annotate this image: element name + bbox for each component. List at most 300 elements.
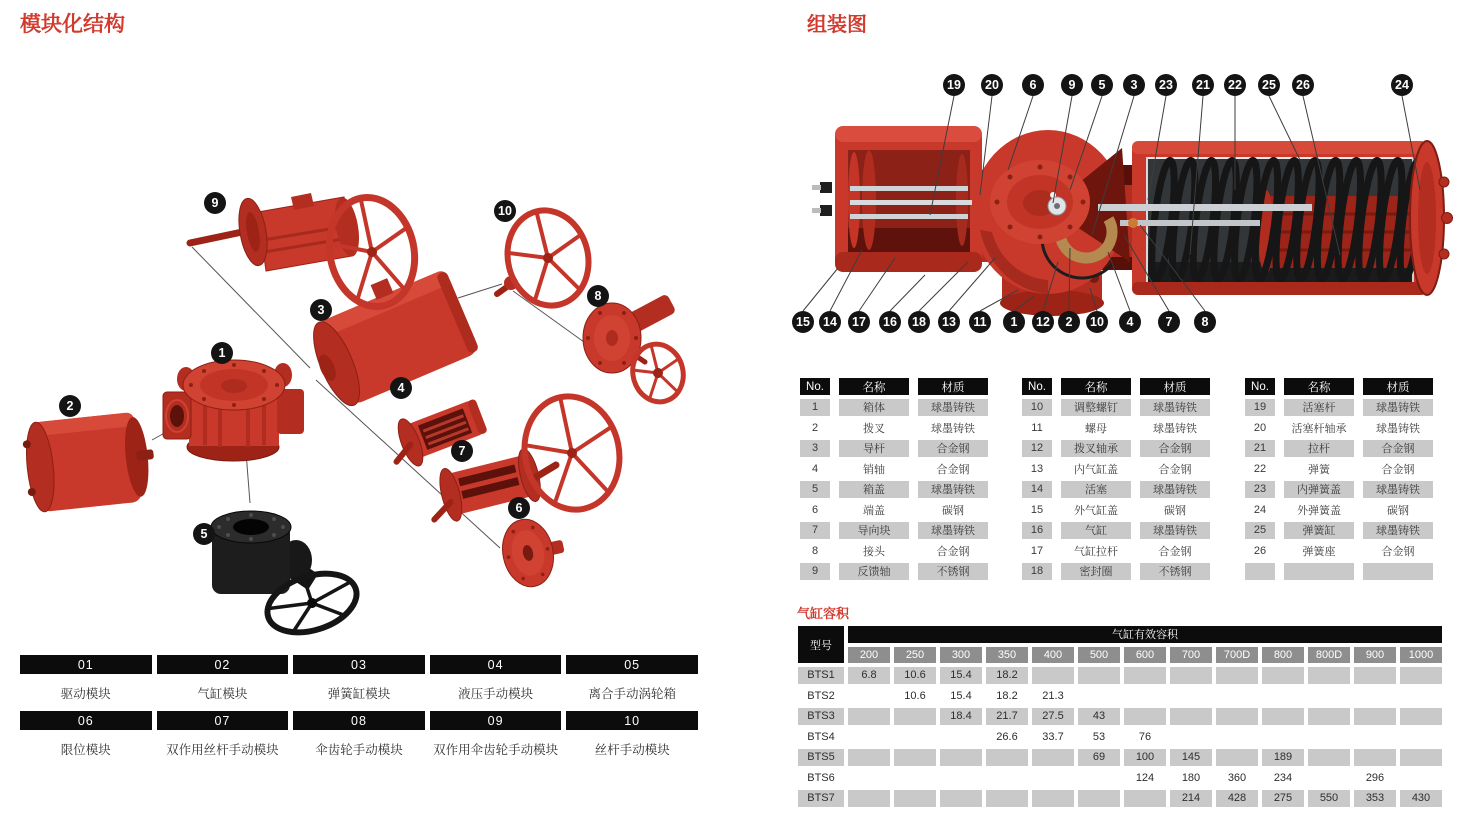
volume-value-cell <box>1170 667 1212 684</box>
parts-cell: 球墨铸铁 <box>918 420 988 437</box>
volume-value-cell: 53 <box>1078 729 1120 746</box>
volume-value-cell: 43 <box>1078 708 1120 725</box>
parts-cell <box>1245 563 1275 580</box>
parts-cell: 25 <box>1245 522 1275 539</box>
svg-text:7: 7 <box>458 444 466 459</box>
volume-value-cell <box>848 790 890 807</box>
volume-value-cell: 189 <box>1262 749 1304 766</box>
parts-cell: 螺母 <box>1061 420 1131 437</box>
parts-row <box>800 522 988 539</box>
volume-value-cell <box>1400 688 1442 705</box>
volume-value-cell <box>1216 749 1258 766</box>
volume-value-cell: 428 <box>1216 790 1258 807</box>
volume-value-cell <box>1262 688 1304 705</box>
parts-cell: 合金钢 <box>918 543 988 560</box>
volume-value-cell <box>1400 667 1442 684</box>
volume-value-cell <box>1308 729 1350 746</box>
volume-value-cell <box>1078 667 1120 684</box>
spring-canister-art <box>1098 141 1453 295</box>
part-badge-15 <box>792 311 814 333</box>
parts-cell: 球墨铸铁 <box>1363 481 1433 498</box>
volume-value-cell: 214 <box>1170 790 1212 807</box>
volume-value-cell <box>1354 729 1396 746</box>
part-badge-1 <box>211 342 233 364</box>
parts-row <box>1245 502 1433 519</box>
volume-value-cell <box>848 770 890 787</box>
volume-value-cell <box>1308 770 1350 787</box>
volume-value-cell <box>1078 790 1120 807</box>
parts-cell: 合金钢 <box>1363 440 1433 457</box>
volume-value-cell <box>986 770 1028 787</box>
parts-cell: 弹簧缸 <box>1284 522 1354 539</box>
volume-value-cell <box>986 749 1028 766</box>
parts-cell: 合金钢 <box>918 440 988 457</box>
volume-column-header: 600 <box>1124 647 1166 664</box>
part-badge-5 <box>1091 74 1113 96</box>
limit-module-art <box>496 512 570 591</box>
part-badge-3 <box>310 299 332 321</box>
center-housing-art <box>972 130 1138 316</box>
parts-row <box>800 399 988 416</box>
parts-row <box>1245 481 1433 498</box>
volume-column-header: 200 <box>848 647 890 664</box>
part-badge-13 <box>938 311 960 333</box>
parts-row <box>1245 420 1433 437</box>
svg-text:5: 5 <box>200 527 208 542</box>
volume-value-cell <box>1078 688 1120 705</box>
exploded-diagram <box>0 50 740 650</box>
parts-cell: 拨叉轴承 <box>1061 440 1131 457</box>
volume-value-cell <box>1308 667 1350 684</box>
volume-value-cell <box>1032 770 1074 787</box>
svg-text:17: 17 <box>852 315 866 330</box>
volume-value-cell <box>1354 749 1396 766</box>
parts-table-3 <box>1236 374 1442 584</box>
volume-value-cell <box>1124 688 1166 705</box>
parts-row <box>800 543 988 560</box>
parts-cell: 26 <box>1245 543 1275 560</box>
volume-value-cell <box>940 729 982 746</box>
volume-value-cell: 360 <box>1216 770 1258 787</box>
volume-value-cell <box>986 790 1028 807</box>
module-number: 07 <box>157 711 289 730</box>
cylinder-volume-table <box>794 622 1446 811</box>
svg-text:22: 22 <box>1228 78 1242 93</box>
volume-value-cell <box>1216 729 1258 746</box>
volume-column-header: 400 <box>1032 647 1074 664</box>
volume-row <box>798 667 1442 684</box>
parts-table-2 <box>1013 374 1219 584</box>
volume-span-header: 气缸有效容积 <box>848 626 1442 643</box>
volume-value-cell: 6.8 <box>848 667 890 684</box>
parts-cell: 21 <box>1245 440 1275 457</box>
module-label: 限位模块 <box>60 742 111 757</box>
parts-row <box>1022 563 1210 580</box>
volume-value-cell: 275 <box>1262 790 1304 807</box>
parts-cell: 4 <box>800 461 830 478</box>
volume-column-header: 300 <box>940 647 982 664</box>
module-label: 离合手动涡轮箱 <box>588 686 676 701</box>
volume-value-cell <box>1216 688 1258 705</box>
module-number: 10 <box>566 711 698 730</box>
volume-value-cell <box>848 749 890 766</box>
svg-text:16: 16 <box>883 315 897 330</box>
svg-text:8: 8 <box>594 289 602 304</box>
volume-model-cell: BTS3 <box>798 708 844 725</box>
volume-model-cell: BTS5 <box>798 749 844 766</box>
part-badge-14 <box>819 311 841 333</box>
volume-value-cell: 26.6 <box>986 729 1028 746</box>
volume-value-cell <box>848 708 890 725</box>
parts-cell: 接头 <box>839 543 909 560</box>
volume-column-header: 1000 <box>1400 647 1442 664</box>
parts-row <box>800 502 988 519</box>
parts-cell: 调整螺钉 <box>1061 399 1131 416</box>
parts-cell: 球墨铸铁 <box>918 399 988 416</box>
parts-cell: 12 <box>1022 440 1052 457</box>
module-label: 气缸模块 <box>197 686 248 701</box>
module-label: 双作用伞齿轮手动模块 <box>433 742 559 757</box>
volume-value-cell <box>1308 708 1350 725</box>
parts-row <box>1022 481 1210 498</box>
part-badge-18 <box>908 311 930 333</box>
module-number: 08 <box>293 711 425 730</box>
part-badge-17 <box>848 311 870 333</box>
svg-text:13: 13 <box>942 315 956 330</box>
parts-cell: 碳钢 <box>918 502 988 519</box>
part-badge-26 <box>1292 74 1314 96</box>
parts-cell: 内弹簧盖 <box>1284 481 1354 498</box>
part-badge-22 <box>1224 74 1246 96</box>
parts-row <box>1022 543 1210 560</box>
volume-value-cell <box>1308 688 1350 705</box>
parts-cell: 合金钢 <box>918 461 988 478</box>
volume-value-cell <box>940 790 982 807</box>
volume-value-cell: 10.6 <box>894 667 936 684</box>
module-number: 01 <box>20 655 152 674</box>
part-badge-21 <box>1192 74 1214 96</box>
volume-model-cell: BTS7 <box>798 790 844 807</box>
volume-column-header: 350 <box>986 647 1028 664</box>
volume-value-cell: 76 <box>1124 729 1166 746</box>
volume-value-cell <box>1170 729 1212 746</box>
parts-row <box>800 461 988 478</box>
part-badge-6 <box>508 497 530 519</box>
parts-cell: 球墨铸铁 <box>1140 481 1210 498</box>
volume-value-cell: 18.2 <box>986 688 1028 705</box>
volume-value-cell: 15.4 <box>940 688 982 705</box>
left-section-title: 模块化结构 <box>20 13 125 36</box>
parts-cell: 销轴 <box>839 461 909 478</box>
svg-text:12: 12 <box>1036 315 1050 330</box>
parts-table-1 <box>791 374 997 584</box>
part-badge-8 <box>1194 311 1216 333</box>
parts-cell: 反馈轴 <box>839 563 909 580</box>
volume-value-cell <box>1400 708 1442 725</box>
svg-text:11: 11 <box>973 315 987 330</box>
parts-row <box>1245 399 1433 416</box>
parts-header: 名称 <box>839 378 909 395</box>
volume-value-cell: 21.7 <box>986 708 1028 725</box>
volume-value-cell: 18.2 <box>986 667 1028 684</box>
parts-cell: 球墨铸铁 <box>1140 522 1210 539</box>
part-badge-5 <box>193 523 215 545</box>
part-badge-9 <box>1061 74 1083 96</box>
volume-value-cell: 69 <box>1078 749 1120 766</box>
parts-cell: 气缸 <box>1061 522 1131 539</box>
parts-row <box>800 420 988 437</box>
part-badge-1 <box>1003 311 1025 333</box>
svg-text:6: 6 <box>1029 78 1037 93</box>
part-badge-2 <box>59 395 81 417</box>
volume-value-cell: 33.7 <box>1032 729 1074 746</box>
parts-cell: 球墨铸铁 <box>1140 399 1210 416</box>
module-label: 驱动模块 <box>60 686 111 701</box>
volume-value-cell <box>1170 688 1212 705</box>
parts-row <box>1022 461 1210 478</box>
parts-cell: 弹簧座 <box>1284 543 1354 560</box>
volume-value-cell <box>1400 729 1442 746</box>
volume-value-cell: 296 <box>1354 770 1396 787</box>
volume-column-header: 900 <box>1354 647 1396 664</box>
svg-text:23: 23 <box>1159 78 1173 93</box>
volume-value-cell <box>1124 790 1166 807</box>
parts-cell <box>1363 563 1433 580</box>
parts-header: 材质 <box>1140 378 1210 395</box>
volume-value-cell: 100 <box>1124 749 1166 766</box>
module-number: 03 <box>293 655 425 674</box>
parts-cell: 箱体 <box>839 399 909 416</box>
volume-value-cell <box>1124 708 1166 725</box>
parts-row <box>800 481 988 498</box>
hydraulic-module-art <box>383 392 491 473</box>
parts-row <box>1022 502 1210 519</box>
part-badge-8 <box>587 285 609 307</box>
parts-cell: 活塞杆 <box>1284 399 1354 416</box>
parts-cell: 8 <box>800 543 830 560</box>
parts-row <box>1022 522 1210 539</box>
volume-value-cell <box>1354 688 1396 705</box>
parts-row <box>1245 461 1433 478</box>
parts-cell: 16 <box>1022 522 1052 539</box>
parts-cell: 碳钢 <box>1140 502 1210 519</box>
volume-value-cell <box>1400 749 1442 766</box>
volume-value-cell <box>1216 667 1258 684</box>
parts-row <box>1245 440 1433 457</box>
module-label: 伞齿轮手动模块 <box>315 742 403 757</box>
volume-column-header: 800 <box>1262 647 1304 664</box>
svg-text:1: 1 <box>218 346 226 361</box>
parts-cell: 13 <box>1022 461 1052 478</box>
volume-value-cell <box>1400 770 1442 787</box>
volume-model-cell: BTS2 <box>798 688 844 705</box>
part-badge-12 <box>1032 311 1054 333</box>
parts-header: 名称 <box>1061 378 1131 395</box>
volume-model-header: 型号 <box>798 626 844 663</box>
volume-value-cell: 145 <box>1170 749 1212 766</box>
part-badge-4 <box>390 377 412 399</box>
volume-column-header: 800D <box>1308 647 1350 664</box>
parts-cell: 合金钢 <box>1363 543 1433 560</box>
parts-row <box>1022 420 1210 437</box>
volume-row <box>798 749 1442 766</box>
part-badge-3 <box>1123 74 1145 96</box>
parts-cell: 1 <box>800 399 830 416</box>
svg-text:4: 4 <box>1126 315 1134 330</box>
volume-value-cell: 353 <box>1354 790 1396 807</box>
svg-text:5: 5 <box>1098 78 1106 93</box>
part-badge-24 <box>1391 74 1413 96</box>
volume-value-cell <box>940 770 982 787</box>
volume-value-cell <box>848 688 890 705</box>
svg-text:10: 10 <box>498 204 512 219</box>
svg-text:4: 4 <box>397 381 405 396</box>
part-badge-9 <box>204 192 226 214</box>
svg-text:2: 2 <box>1065 315 1073 330</box>
volume-row <box>798 688 1442 705</box>
housing-module-art <box>163 360 304 461</box>
volume-value-cell <box>894 749 936 766</box>
volume-column-header: 700 <box>1170 647 1212 664</box>
parts-cell: 球墨铸铁 <box>1363 522 1433 539</box>
parts-cell: 导向块 <box>839 522 909 539</box>
volume-value-cell <box>1262 729 1304 746</box>
parts-header: No. <box>800 378 830 395</box>
volume-value-cell <box>848 729 890 746</box>
part-badge-25 <box>1258 74 1280 96</box>
parts-cell: 球墨铸铁 <box>1140 420 1210 437</box>
parts-cell: 14 <box>1022 481 1052 498</box>
module-label: 丝杆手动模块 <box>594 742 670 757</box>
part-badge-6 <box>1022 74 1044 96</box>
svg-text:8: 8 <box>1201 315 1209 330</box>
volume-value-cell: 21.3 <box>1032 688 1074 705</box>
volume-value-cell <box>894 770 936 787</box>
volume-row <box>798 708 1442 725</box>
svg-text:3: 3 <box>317 303 325 318</box>
parts-cell: 球墨铸铁 <box>918 522 988 539</box>
parts-row <box>1022 399 1210 416</box>
parts-cell: 20 <box>1245 420 1275 437</box>
parts-cell: 不锈钢 <box>918 563 988 580</box>
parts-header: No. <box>1245 378 1275 395</box>
part-badge-11 <box>969 311 991 333</box>
module-number: 05 <box>566 655 698 674</box>
volume-value-cell: 550 <box>1308 790 1350 807</box>
parts-row <box>1245 522 1433 539</box>
parts-cell: 22 <box>1245 461 1275 478</box>
volume-model-cell: BTS6 <box>798 770 844 787</box>
volume-value-cell <box>1354 708 1396 725</box>
svg-text:2: 2 <box>66 399 74 414</box>
parts-cell: 9 <box>800 563 830 580</box>
volume-value-cell: 27.5 <box>1032 708 1074 725</box>
volume-value-cell <box>894 729 936 746</box>
svg-text:1: 1 <box>1010 315 1018 330</box>
parts-cell: 拉杆 <box>1284 440 1354 457</box>
parts-row <box>1245 563 1433 580</box>
volume-row <box>798 770 1442 787</box>
volume-value-cell <box>894 708 936 725</box>
volume-value-cell: 124 <box>1124 770 1166 787</box>
volume-value-cell <box>1216 708 1258 725</box>
module-number: 06 <box>20 711 152 730</box>
parts-cell: 18 <box>1022 563 1052 580</box>
volume-value-cell: 180 <box>1170 770 1212 787</box>
parts-cell: 气缸拉杆 <box>1061 543 1131 560</box>
right-section-title: 组装图 <box>807 14 867 36</box>
svg-text:24: 24 <box>1395 78 1409 93</box>
svg-text:7: 7 <box>1165 315 1173 330</box>
volume-value-cell <box>1124 667 1166 684</box>
volume-model-cell: BTS1 <box>798 667 844 684</box>
parts-cell: 5 <box>800 481 830 498</box>
parts-cell <box>1284 563 1354 580</box>
parts-cell: 合金钢 <box>1140 543 1210 560</box>
drive-module-art <box>21 410 159 513</box>
svg-text:19: 19 <box>947 78 961 93</box>
svg-text:20: 20 <box>985 78 999 93</box>
part-badge-20 <box>981 74 1003 96</box>
module-number: 09 <box>430 711 562 730</box>
part-badge-16 <box>879 311 901 333</box>
volume-value-cell: 15.4 <box>940 667 982 684</box>
svg-text:15: 15 <box>796 315 810 330</box>
parts-header: 名称 <box>1284 378 1354 395</box>
parts-cell: 内气缸盖 <box>1061 461 1131 478</box>
parts-header: No. <box>1022 378 1052 395</box>
parts-cell: 碳钢 <box>1363 502 1433 519</box>
parts-cell: 弹簧 <box>1284 461 1354 478</box>
parts-cell: 端盖 <box>839 502 909 519</box>
module-label: 弹簧缸模块 <box>327 686 391 701</box>
volume-value-cell <box>1262 667 1304 684</box>
volume-value-cell <box>1262 708 1304 725</box>
parts-cell: 活塞 <box>1061 481 1131 498</box>
volume-value-cell <box>1170 708 1212 725</box>
module-number: 04 <box>430 655 562 674</box>
parts-cell: 箱盖 <box>839 481 909 498</box>
parts-cell: 活塞杆轴承 <box>1284 420 1354 437</box>
svg-text:10: 10 <box>1090 315 1104 330</box>
parts-row <box>1022 440 1210 457</box>
parts-cell: 外弹簧盖 <box>1284 502 1354 519</box>
volume-column-header: 700D <box>1216 647 1258 664</box>
parts-cell: 不锈钢 <box>1140 563 1210 580</box>
part-badge-10 <box>1086 311 1108 333</box>
part-badge-10 <box>494 200 516 222</box>
volume-value-cell <box>1032 667 1074 684</box>
parts-cell: 15 <box>1022 502 1052 519</box>
svg-text:26: 26 <box>1296 78 1310 93</box>
parts-row <box>1245 543 1433 560</box>
volume-value-cell: 10.6 <box>894 688 936 705</box>
part-badge-7 <box>451 440 473 462</box>
parts-cell: 合金钢 <box>1140 461 1210 478</box>
volume-row <box>798 729 1442 746</box>
parts-cell: 导杆 <box>839 440 909 457</box>
part-badge-2 <box>1058 311 1080 333</box>
parts-cell: 密封圈 <box>1061 563 1131 580</box>
parts-row <box>800 440 988 457</box>
volume-row <box>798 790 1442 807</box>
volume-value-cell: 18.4 <box>940 708 982 725</box>
part-badge-23 <box>1155 74 1177 96</box>
part-badge-7 <box>1158 311 1180 333</box>
volume-value-cell <box>940 749 982 766</box>
parts-cell: 10 <box>1022 399 1052 416</box>
svg-text:21: 21 <box>1196 78 1210 93</box>
